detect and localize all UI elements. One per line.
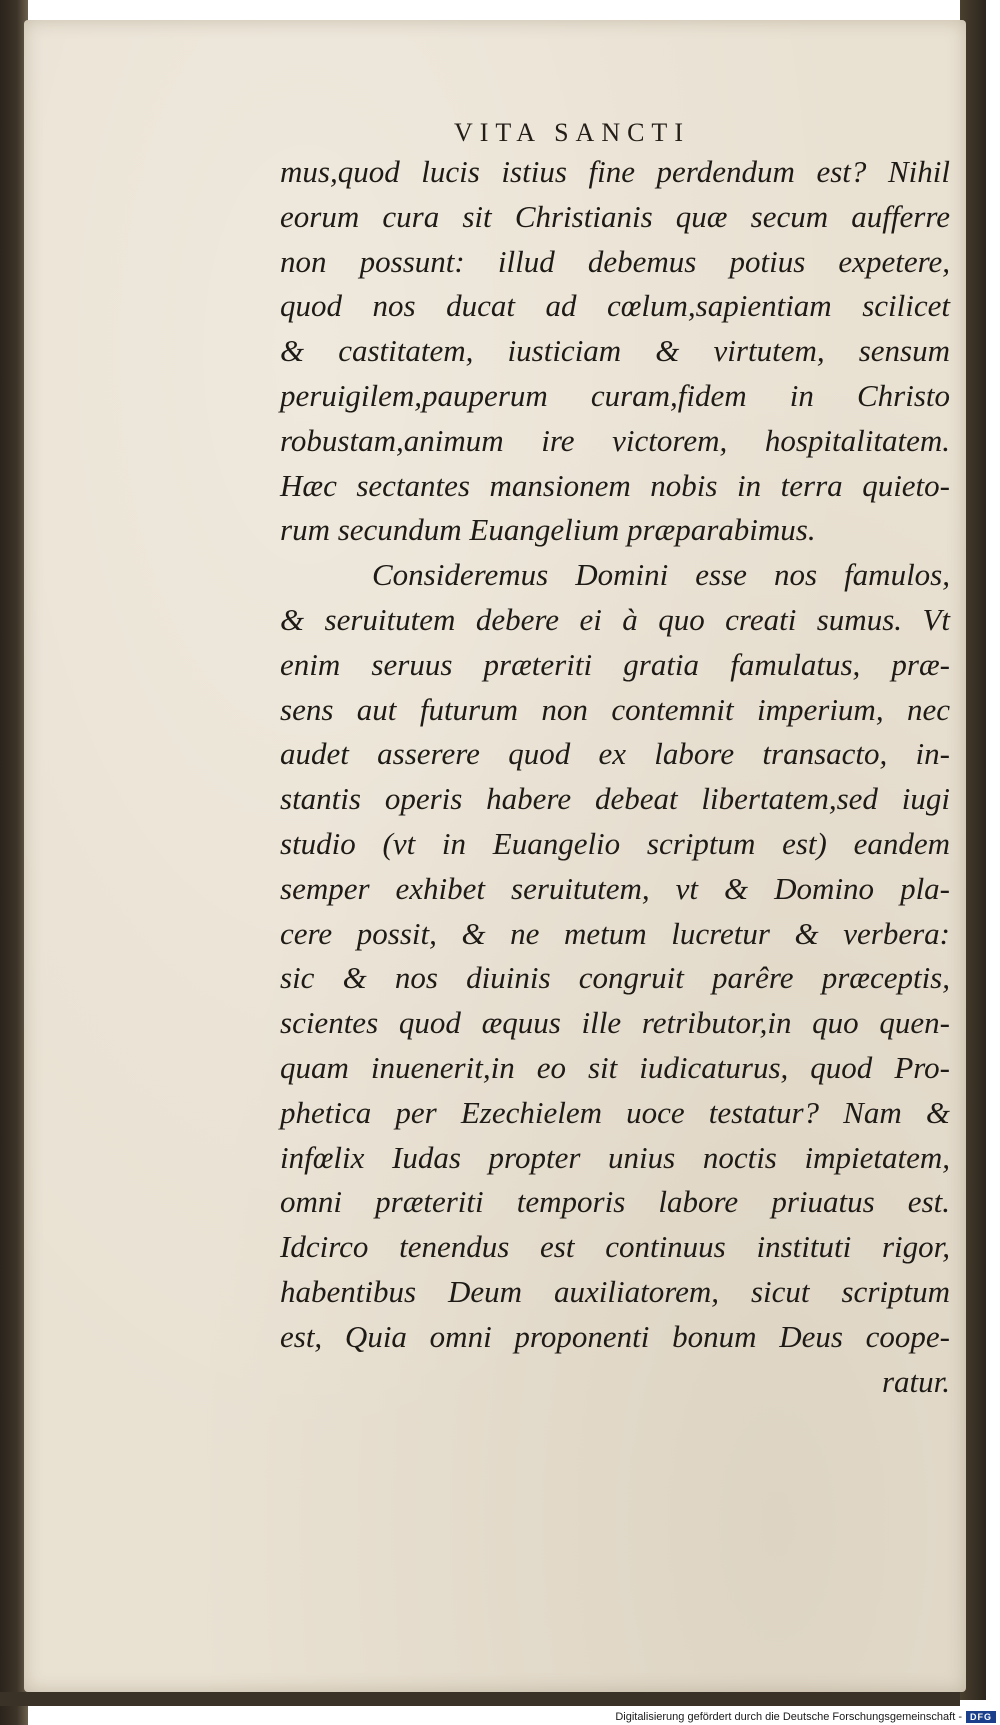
final-line: ratur. <box>881 1363 950 1399</box>
text-line: omni præteriti temporis labore priuatus est. <box>280 1184 950 1220</box>
book-bottom-edge <box>0 1692 960 1706</box>
text-line: quam inuenerit,in eo sit iudicaturus, quod Pro- <box>280 1049 950 1085</box>
text-line: sens aut futurum non contemnit imperium, nec <box>280 691 950 727</box>
text-line: & seruitutem debere ei à quo creati sumus. Vt <box>280 601 950 637</box>
text-line: phetica per Ezechielem uoce testatur? Nam & <box>280 1094 950 1130</box>
text-line: studio (vt in Euangelio scriptum est) eandem <box>280 825 950 861</box>
funding-notice: Digitalisierung gefördert durch die Deutsche Forschungsgemeinschaft - <box>615 1711 962 1723</box>
text-line: rum secundum Euangelium præparabimus. <box>280 512 816 548</box>
book-edge-right <box>960 0 1000 1725</box>
text-line: mus,quod lucis istius fine perdendum est? Nihil <box>280 154 950 189</box>
dfg-logo-icon: DFG <box>966 1711 996 1723</box>
text-block <box>280 150 950 1404</box>
text-line: cere possit, & ne metum lucretur & verbera: <box>280 915 950 951</box>
text-line: scientes quod æquus ille retributor,in quo quen- <box>280 1005 950 1041</box>
text-line: Idcirco tenendus est continuus instituti rigor, <box>280 1229 950 1265</box>
text-line: non possunt: illud debemus potius expetere, <box>280 243 950 279</box>
text-line: robustam,animum ire victorem, hospitalitatem. <box>280 422 950 458</box>
text-line: peruigilem,pauperum curam,fidem in Christo <box>280 377 950 413</box>
text-line: semper exhibet seruitutem, vt & Domino pla- <box>280 870 950 906</box>
text-line: sic & nos diuinis congruit parêre præceptis, <box>280 960 950 996</box>
digitization-footer <box>0 1710 1000 1725</box>
text-line: & castitatem, iusticiam & virtutem, sensum <box>280 333 950 369</box>
text-line: audet asserere quod ex labore transacto, in- <box>280 736 950 772</box>
text-line: quod nos ducat ad cœlum,sapientiam scilicet <box>280 288 950 324</box>
text-line: eorum cura sit Christianis quæ secum aufferre <box>280 198 950 234</box>
running-head: VITA SANCTI <box>454 118 690 147</box>
text-line: est, Quia omni proponenti bonum Deus coope- <box>280 1318 950 1354</box>
paragraph-start-line: Consideremus Domini esse nos famulos, <box>372 557 950 593</box>
text-line: stantis operis habere debeat libertatem,sed iugi <box>280 781 950 817</box>
text-line: habentibus Deum auxiliatorem, sicut scriptum <box>280 1273 950 1309</box>
text-line: infœlix Iudas propter unius noctis impietatem, <box>280 1139 950 1175</box>
text-line: Hæc sectantes mansionem nobis in terra quieto- <box>280 467 950 503</box>
text-line: enim seruus præteriti gratia famulatus, præ- <box>280 646 950 682</box>
